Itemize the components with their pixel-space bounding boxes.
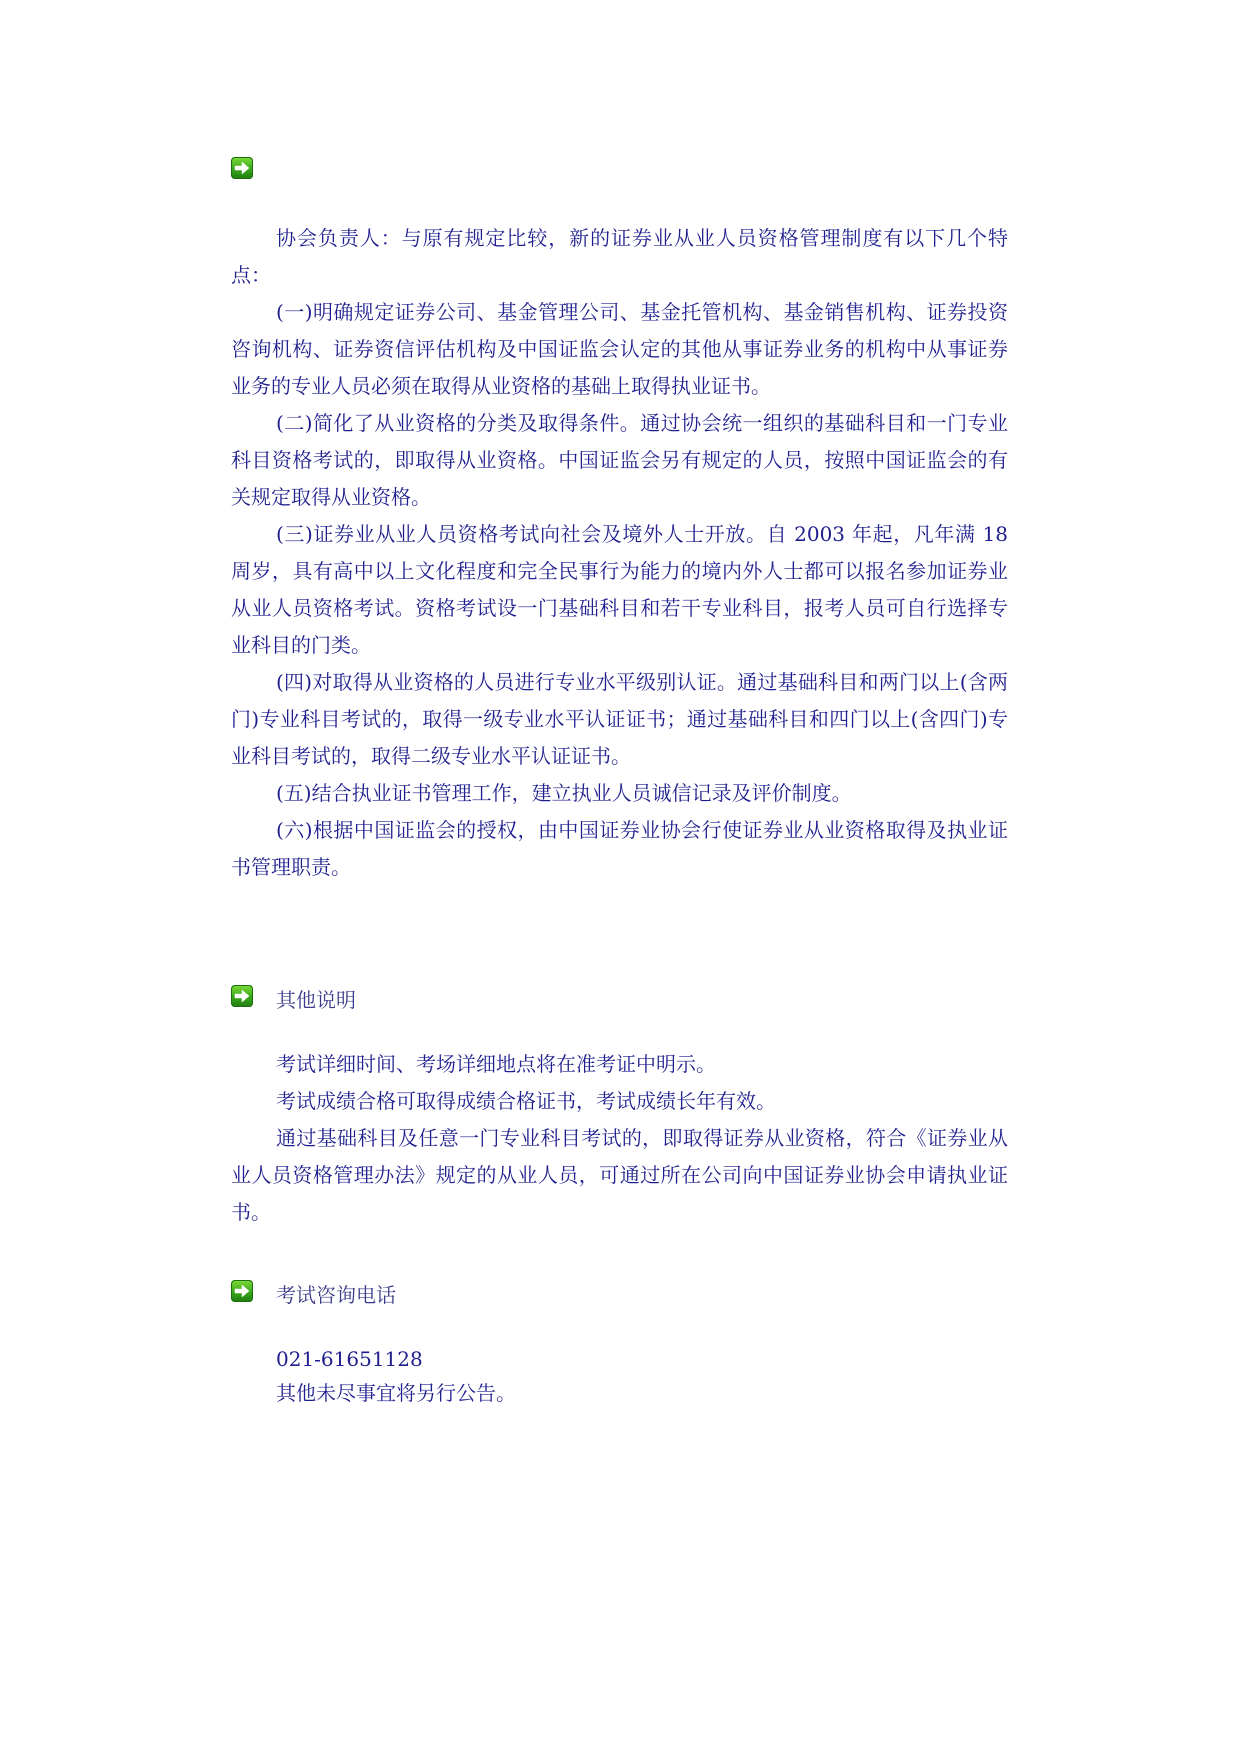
section-heading: 其他说明 bbox=[276, 988, 356, 1012]
arrow-right-icon bbox=[231, 1280, 253, 1302]
paragraph: (一)明确规定证券公司、基金管理公司、基金托管机构、基金销售机构、证券投资咨询机构、证券资信评估机构及中国证监会认定的其他从事证券业务的机构中从事证券业务的专业人员必须在取得从业资格的基础上取得执业证书。 bbox=[231, 300, 1008, 398]
paragraph: (六)根据中国证监会的授权，由中国证券业协会行使证券业从业资格取得及执业证书管理职责。 bbox=[231, 818, 1008, 879]
paragraph: 考试详细时间、考场详细地点将在准考证中明示。 bbox=[276, 1052, 716, 1076]
paragraph: (二)简化了从业资格的分类及取得条件。通过协会统一组织的基础科目和一门专业科目资格考试的，即取得从业资格。中国证监会另有规定的人员，按照中国证监会的有关规定取得从业资格。 bbox=[231, 411, 1008, 509]
paragraph: (四)对取得从业资格的人员进行专业水平级别认证。通过基础科目和两门以上(含两门)专业科目考试的，取得一级专业水平认证证书；通过基础科目和四门以上(含四门)专业科目考试的，取得二级专业水平认证证书。 bbox=[231, 670, 1008, 768]
paragraph: 协会负责人：与原有规定比较，新的证券业从业人员资格管理制度有以下几个特点： bbox=[231, 226, 1008, 287]
arrow-right-icon bbox=[231, 157, 253, 179]
section-heading: 考试咨询电话 bbox=[276, 1283, 396, 1307]
paragraph: (五)结合执业证书管理工作，建立执业人员诚信记录及评价制度。 bbox=[276, 781, 852, 805]
closing-note: 其他未尽事宜将另行公告。 bbox=[276, 1381, 516, 1405]
arrow-right-icon bbox=[231, 985, 253, 1007]
phone-number: 021-61651128 bbox=[276, 1347, 423, 1371]
paragraph: (三)证券业从业人员资格考试向社会及境外人士开放。自 2003 年起，凡年满 18 周岁，具有高中以上文化程度和完全民事行为能力的境内外人士都可以报名参加证券业从业人员资格考试。资格考试设一门基础科目和若干专业科目，报考人员可自行选择专业科目的门类。 bbox=[231, 522, 1008, 657]
paragraph: 通过基础科目及任意一门专业科目考试的，即取得证券从业资格，符合《证券业从业人员资格管理办法》规定的从业人员，可通过所在公司向中国证券业协会申请执业证书。 bbox=[231, 1126, 1008, 1224]
paragraph: 考试成绩合格可取得成绩合格证书，考试成绩长年有效。 bbox=[276, 1089, 776, 1113]
